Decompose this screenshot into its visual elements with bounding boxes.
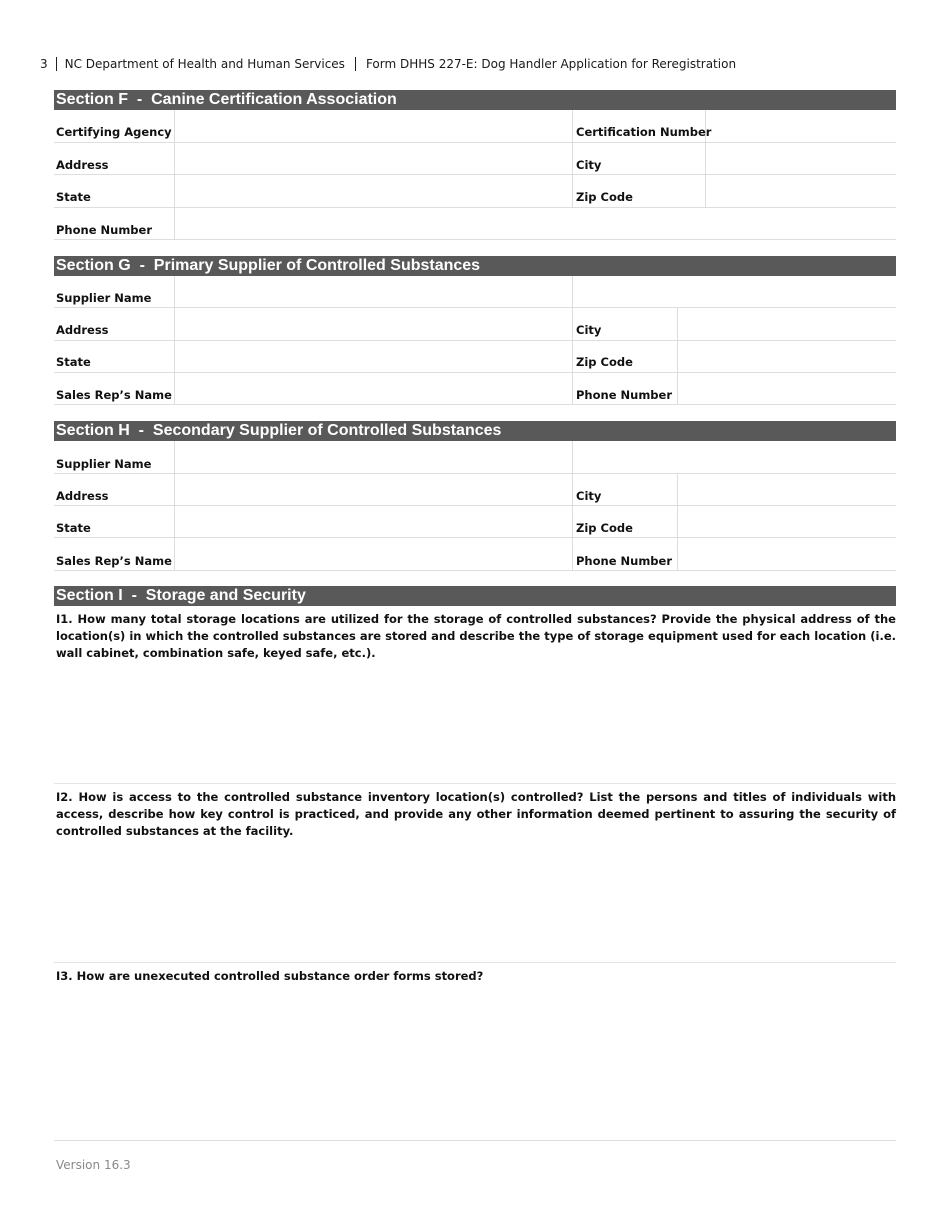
zip-code-label: Zip Code <box>576 355 633 369</box>
address-label: Address <box>56 489 109 503</box>
footer-divider <box>54 1140 896 1141</box>
supplier-name-field[interactable] <box>175 442 572 473</box>
question-i3: I3. How are unexecuted controlled substance order forms stored? <box>56 969 484 983</box>
address-field[interactable] <box>175 474 572 505</box>
page-header <box>40 55 736 73</box>
supplier-name-label: Supplier Name <box>56 457 152 471</box>
row-divider <box>54 570 896 571</box>
supplier-name-field[interactable] <box>175 277 572 307</box>
sales-rep-name-field[interactable] <box>175 373 572 404</box>
sales-rep-name-label: Sales Rep’s Name <box>56 554 172 568</box>
state-label: State <box>56 521 91 535</box>
address-label: Address <box>56 323 109 337</box>
answer-i1-field[interactable] <box>54 664 896 784</box>
city-label: City <box>576 158 602 172</box>
page-number: 3 <box>40 57 57 71</box>
zip-code-field[interactable] <box>678 506 896 537</box>
phone-number-field[interactable] <box>678 373 896 404</box>
state-field[interactable] <box>175 506 572 537</box>
state-label: State <box>56 355 91 369</box>
city-field[interactable] <box>706 143 896 174</box>
city-field[interactable] <box>678 474 896 505</box>
city-label: City <box>576 323 602 337</box>
column-divider <box>572 276 573 405</box>
row-divider <box>54 239 896 240</box>
section-g-header: Section G - Primary Supplier of Controlled Substances <box>54 256 896 276</box>
address-field[interactable] <box>175 308 572 340</box>
form-title: Form DHHS 227-E: Dog Handler Application for Reregistration <box>365 57 737 71</box>
section-h-header: Section H - Secondary Supplier of Controlled Substances <box>54 421 896 441</box>
phone-number-label: Phone Number <box>576 554 673 568</box>
state-field[interactable] <box>175 341 572 372</box>
zip-code-field[interactable] <box>678 341 896 372</box>
answer-i3-field[interactable] <box>54 988 896 1140</box>
phone-number-label: Phone Number <box>56 223 153 237</box>
address-label: Address <box>56 158 109 172</box>
address-field[interactable] <box>175 143 572 174</box>
certifying-agency-field[interactable] <box>175 111 572 142</box>
certification-number-label: Certification Number <box>576 125 712 139</box>
zip-code-label: Zip Code <box>576 521 633 535</box>
certifying-agency-label: Certifying Agency <box>56 125 172 139</box>
certification-number-field[interactable] <box>706 111 896 142</box>
phone-number-field[interactable] <box>175 208 896 239</box>
city-label: City <box>576 489 602 503</box>
question-i1: I1. How many total storage locations are utilized for the storage of controlled substances? Provide the physical address of the location(s) in which the controlled substances are stored and describe the type of storage equipment used for each location (i.e. wall cabinet, combination safe, keyed safe, etc.). <box>56 612 896 660</box>
sales-rep-name-label: Sales Rep’s Name <box>56 388 172 402</box>
column-divider <box>572 441 573 571</box>
section-f-header: Section F - Canine Certification Association <box>54 90 896 110</box>
state-label: State <box>56 190 91 204</box>
phone-number-field[interactable] <box>678 538 896 570</box>
version-label: Version 16.3 <box>56 1158 131 1172</box>
phone-number-label: Phone Number <box>576 388 673 402</box>
supplier-name-label: Supplier Name <box>56 291 152 305</box>
zip-code-label: Zip Code <box>576 190 633 204</box>
sales-rep-name-field[interactable] <box>175 538 572 570</box>
city-field[interactable] <box>678 308 896 340</box>
section-i-header: Section I - Storage and Security <box>54 586 896 606</box>
column-divider <box>572 110 573 207</box>
state-field[interactable] <box>175 175 572 207</box>
answer-i2-field[interactable] <box>54 825 896 963</box>
row-divider <box>54 404 896 405</box>
zip-code-field[interactable] <box>706 175 896 207</box>
question-i2: I2. How is access to the controlled substance inventory location(s) controlled? List the persons and titles of individuals with access, describe how key control is practiced, and provide any other information deemed pertinent to assuring the security of controlled substances at the facility. <box>56 790 896 838</box>
department-name: NC Department of Health and Human Services <box>57 57 356 71</box>
